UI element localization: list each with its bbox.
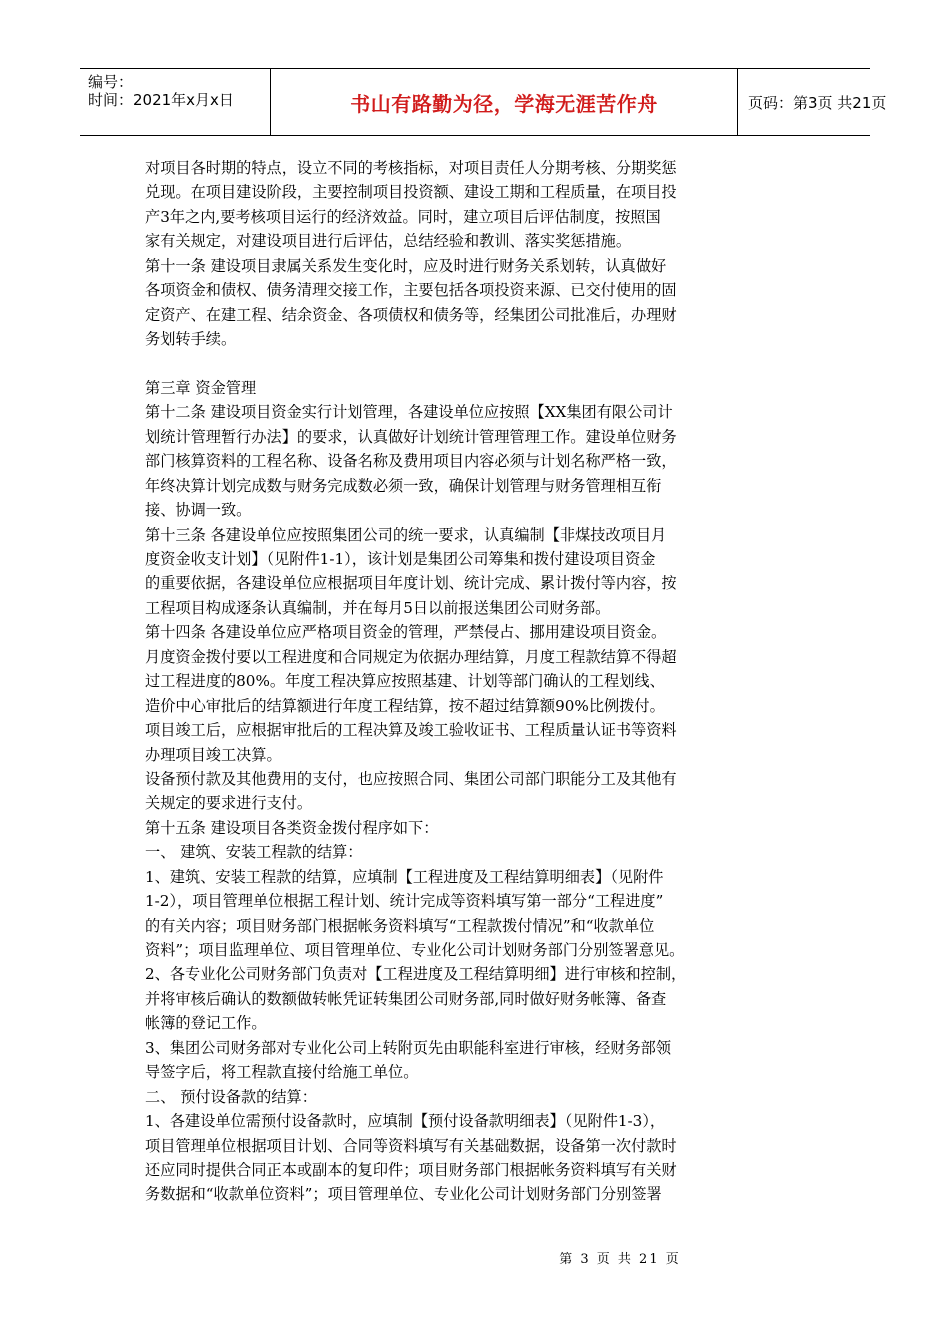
body-line: 一、 建筑、安装工程款的结算： [145, 843, 363, 862]
body-line: 兑现。在项目建设阶段，主要控制项目投资额、建设工期和工程质量，在项目投 [145, 183, 677, 202]
body-line: 第十五条 建设项目各类资金拨付程序如下： [145, 818, 439, 837]
body-line: 过工程进度的80%。年度工程决算应按照基建、计划等部门确认的工程划线、 [145, 672, 665, 691]
date-label: 时间：2021年x月x日 [88, 91, 234, 109]
body-line: 年终决算计划完成数与财务完成数必须一致，确保计划管理与财务管理相互衔 [145, 476, 662, 495]
body-line: 1、各建设单位需预付设备款时，应填制【预付设备款明细表】（见附件1-3）， [145, 1112, 666, 1131]
body-line: 家有关规定，对建设项目进行后评估，总结经验和教训、落实奖惩措施。 [145, 232, 631, 251]
body-line: 关规定的要求进行支付。 [145, 794, 313, 813]
body-line: 的重要依据，各建设单位应根据项目年度计划、统计完成、累计拨付等内容，按 [145, 574, 677, 593]
body-line: 导签字后，将工程款直接付给施工单位。 [145, 1063, 419, 1082]
body-line: 第十四条 各建设单位应严格项目资金的管理，严禁侵占、挪用建设项目资金。 [145, 623, 667, 642]
body-line: 还应同时提供合同正本或副本的复印件；项目财务部门根据帐务资料填写有关财 [145, 1160, 677, 1179]
body-line: 对项目各时期的特点，设立不同的考核指标，对项目责任人分期考核、分期奖惩 [145, 159, 677, 177]
body-line: 各项资金和债权、债务清理交接工作，主要包括各项投资来源、已交付使用的固 [145, 281, 677, 300]
body-line: 第十二条 建设项目资金实行计划管理，各建设单位应按照【XX集团有限公司计 [145, 403, 673, 422]
body-line: 划统计管理暂行办法】的要求，认真做好计划统计管理管理工作。建设单位财务 [145, 427, 677, 446]
body-line: 二、 预付设备款的结算： [145, 1087, 317, 1106]
body-line: 第十三条 各建设单位应按照集团公司的统一要求，认真编制【非煤技改项目月 [145, 525, 667, 544]
body-line: 2、各专业化公司财务部门负责对【工程进度及工程结算明细】进行审核和控制， [145, 965, 687, 984]
body-line: 部门核算资料的工程名称、设备名称及费用项目内容必须与计划名称严格一致， [145, 452, 677, 471]
blank-line [145, 352, 745, 376]
body-line: 3、集团公司财务部对专业化公司上转附页先由职能科室进行审核，经财务部领 [145, 1038, 672, 1057]
header-page-cell [738, 69, 887, 135]
body-line: 1、建筑、安装工程款的结算，应填制【工程进度及工程结算明细表】（见附件 [145, 867, 664, 886]
body-line: 项目竣工后，应根据审批后的工程决算及竣工验收证书、工程质量认证书等资料 [145, 721, 677, 740]
body-line: 工程项目构成逐条认真编制，并在每月5日以前报送集团公司财务部。 [145, 598, 611, 617]
body-line: 1-2），项目管理单位根据工程计划、统计完成等资料填写第一部分“工程进度” [145, 892, 664, 911]
header-info-cell [80, 69, 270, 135]
body-line: 务划转手续。 [145, 330, 237, 349]
page-footer: 第 3 页 共 21 页 [559, 1252, 681, 1267]
body-line: 项目管理单位根据项目计划、合同等资料填写有关基础数据，设备第一次付款时 [145, 1136, 677, 1155]
body-line: 务数据和“收款单位资料”；项目管理单位、专业化公司计划财务部门分别签署 [145, 1185, 662, 1204]
body-line: 设备预付款及其他费用的支付，也应按照合同、集团公司部门职能分工及其他有 [145, 769, 677, 788]
motto-text: 书山有路勤为径，学海无涯苦作舟 [350, 91, 658, 116]
body-line: 产3年之内,要考核项目运行的经济效益。同时，建立项目后评估制度，按照国 [145, 207, 661, 226]
document-body [145, 156, 745, 1207]
header-motto-cell [270, 69, 738, 135]
body-line: 造价中心审批后的结算额进行年度工程结算，按不超过结算额90%比例拨付。 [145, 696, 665, 715]
page-number-info: 页码：第3页 共21页 [748, 93, 887, 112]
page-header [80, 68, 887, 136]
body-line: 第十一条 建设项目隶属关系发生变化时，应及时进行财务关系划转，认真做好 [145, 256, 667, 275]
body-line: 定资产、在建工程、结余资金、各项债权和债务等，经集团公司批准后，办理财 [145, 305, 677, 324]
serial-number-label: 编号： [88, 73, 134, 91]
body-line: 办理项目竣工决算。 [145, 745, 282, 764]
body-line: 帐簿的登记工作。 [145, 1014, 267, 1033]
body-line: 第三章 资金管理 [145, 378, 257, 397]
body-line: 资料”；项目监理单位、项目管理单位、专业化公司计划财务部门分别签署意见。 [145, 941, 685, 959]
body-line: 的有关内容；项目财务部门根据帐务资料填写“工程款拨付情况”和“收款单位 [145, 916, 655, 935]
body-line: 度资金收支计划】（见附件1-1），该计划是集团公司筹集和拨付建设项目资金 [145, 550, 656, 568]
body-line: 接、协调一致。 [145, 501, 252, 520]
body-line: 并将审核后确认的数额做转帐凭证转集团公司财务部,同时做好财务帐簿、备查 [145, 989, 667, 1008]
body-line: 月度资金拨付要以工程进度和合同规定为依据办理结算，月度工程款结算不得超 [145, 647, 677, 666]
